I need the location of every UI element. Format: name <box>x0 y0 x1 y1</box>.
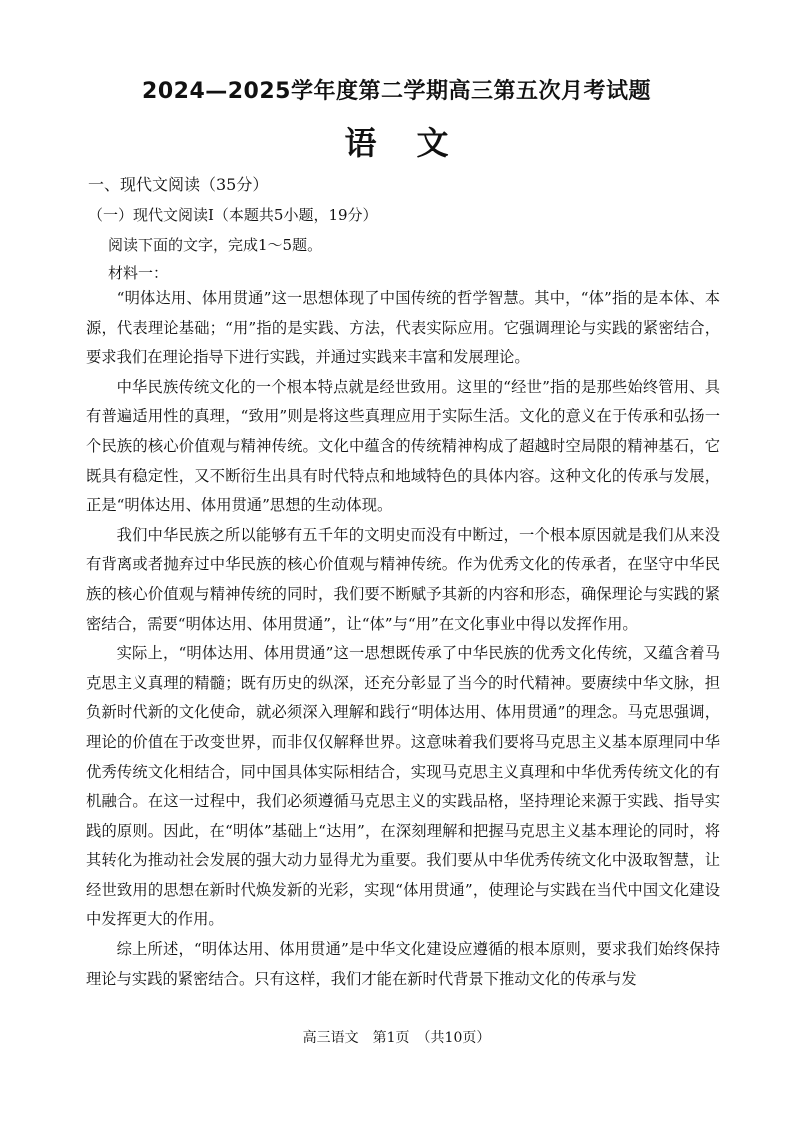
subsection-heading: （一）现代文阅读Ⅰ（本题共5小题，19分） <box>88 206 378 224</box>
paragraph: 实际上，“明体达用、体用贯通”这一思想既传承了中华民族的优秀文化传统，又蕴含着马克思主义真理的精髓；既有历史的纵深，还充分彰显了当今的时代精神。要赓续中华文脉，担负新时代新的文化使命，就必须深入理解和践行“明体达用、体用贯通”的理念。马克思强调，理论的价值在于改变世界，而非仅仅解释世界。这意味着我们要将马克思主义基本原理同中华优秀传统文化相结合，同中国具体实际相结合，实现马克思主义真理和中华优秀传统文化的有机融合。在这一过程中，我们必须遵循马克思主义的实践品格，坚持理论来源于实践、指导实践的原则。因此，在“明体”基础上“达用”，在深刻理解和把握马克思主义基本理论的同时，将其转化为推动社会发展的强大动力显得尤为重要。我们要从中华优秀传统文化中汲取智慧，让经世致用的思想在新时代焕发新的光彩，实现“体用贯通”，使理论与实践在当代中国文化建设中发挥更大的作用。 <box>86 644 720 929</box>
page-footer: 高三语文 第1页 （共10页） <box>302 1030 491 1046</box>
material-label: 材料一： <box>108 264 169 282</box>
subject-title: 语文 <box>344 124 489 162</box>
exam-title: 2024—2025学年度第二学期高三第五次月考试题 <box>142 79 651 104</box>
paragraph: 我们中华民族之所以能够有五千年的文明史而没有中断过，一个根本原因就是我们从来没有背离或者抛弃过中华民族的核心价值观与精神传统。作为优秀文化的传承者，在坚守中华民族的核心价值观与精神传统的同时，我们要不断赋予其新的内容和形态，确保理论与实践的紧密结合，需要“明体达用、体用贯通”，让“体”与“用”在文化事业中得以发挥作用。 <box>86 525 720 633</box>
reading-instruction: 阅读下面的文字，完成1～5题。 <box>108 236 323 254</box>
paragraph: “明体达用、体用贯通”这一思想体现了中国传统的哲学智慧。其中，“体”指的是本体、本源，代表理论基础；“用”指的是实践、方法，代表实际应用。它强调理论与实践的紧密结合，要求我们在理论指导下进行实践，并通过实践来丰富和发展理论。 <box>86 289 720 367</box>
section-heading: 一、现代文阅读（35分） <box>88 175 269 194</box>
reading-passage <box>86 284 720 994</box>
paragraph: 综上所述，“明体达用、体用贯通”是中华文化建设应遵循的根本原则，要求我们始终保持理论与实践的紧密结合。只有这样，我们才能在新时代背景下推动文化的传承与发 <box>86 940 720 988</box>
paragraph: 中华民族传统文化的一个根本特点就是经世致用。这里的“经世”指的是那些始终管用、具有普遍适用性的真理，“致用”则是将这些真理应用于实际生活。文化的意义在于传承和弘扬一个民族的核心价值观与精神传统。文化中蕴含的传统精神构成了超越时空局限的精神基石，它既具有稳定性，又不断衍生出具有时代特点和地域特色的具体内容。这种文化的传承与发展，正是“明体达用、体用贯通”思想的生动体现。 <box>86 377 720 515</box>
